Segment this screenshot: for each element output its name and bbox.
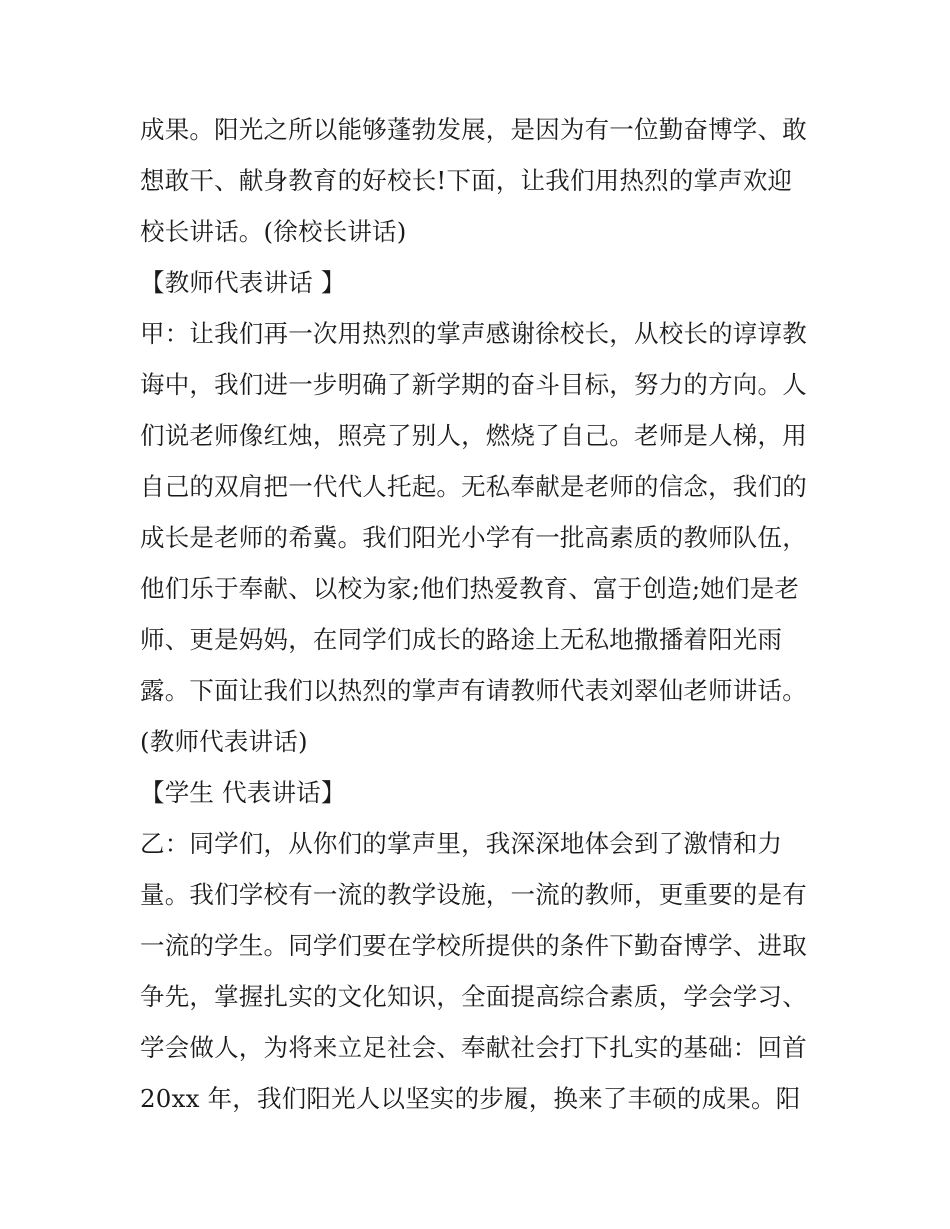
text-line-11: 师、更是妈妈，在同学们成长的路途上无私地撒播着阳光雨 [140, 625, 783, 654]
text-line-16: 量。我们学校有一流的教学设施，一流的教师，更重要的是有 [140, 880, 807, 909]
text-line-06: 诲中，我们进一步明确了新学期的奋斗目标，努力的方向。人 [140, 370, 807, 399]
section-heading-student: 【学生 代表讲话】 [140, 778, 346, 807]
text-line-20: 20xx 年，我们阳光人以坚实的步履，换来了丰硕的成果。阳 [140, 1084, 801, 1113]
text-line-18: 争先，掌握扎实的文化知识，全面提高综合素质，学会学习、 [140, 982, 807, 1011]
text-line-05: 甲：让我们再一次用热烈的掌声感谢徐校长，从校长的谆谆教 [140, 319, 807, 348]
text-line-01: 成果。阳光之所以能够蓬勃发展，是因为有一位勤奋博学、敢 [140, 115, 807, 144]
text-line-07: 们说老师像红烛，照亮了别人，燃烧了自己。老师是人梯，用 [140, 421, 807, 450]
text-line-02: 想敢干、献身教育的好校长!下面，让我们用热烈的掌声欢迎 [140, 166, 793, 195]
text-line-09: 成长是老师的希冀。我们阳光小学有一批高素质的教师队伍， [140, 523, 807, 552]
text-line-08: 自己的双肩把一代代人托起。无私奉献是老师的信念，我们的 [140, 472, 807, 501]
text-line-03: 校长讲话。(徐校长讲话) [140, 217, 407, 246]
section-heading-teacher: 【教师代表讲话 】 [140, 268, 346, 297]
body-text [140, 104, 820, 1124]
text-line-13: (教师代表讲话) [140, 727, 308, 756]
text-line-19: 学会做人，为将来立足社会、奉献社会打下扎实的基础：回首 [140, 1033, 807, 1062]
text-line-17: 一流的学生。同学们要在学校所提供的条件下勤奋博学、进取 [140, 931, 807, 960]
text-line-15: 乙：同学们，从你们的掌声里，我深深地体会到了激情和力 [140, 829, 783, 858]
text-line-12: 露。下面让我们以热烈的掌声有请教师代表刘翠仙老师讲话。 [140, 676, 807, 705]
text-line-10: 他们乐于奉献、以校为家;他们热爱教育、富于创造;她们是老 [140, 574, 800, 603]
